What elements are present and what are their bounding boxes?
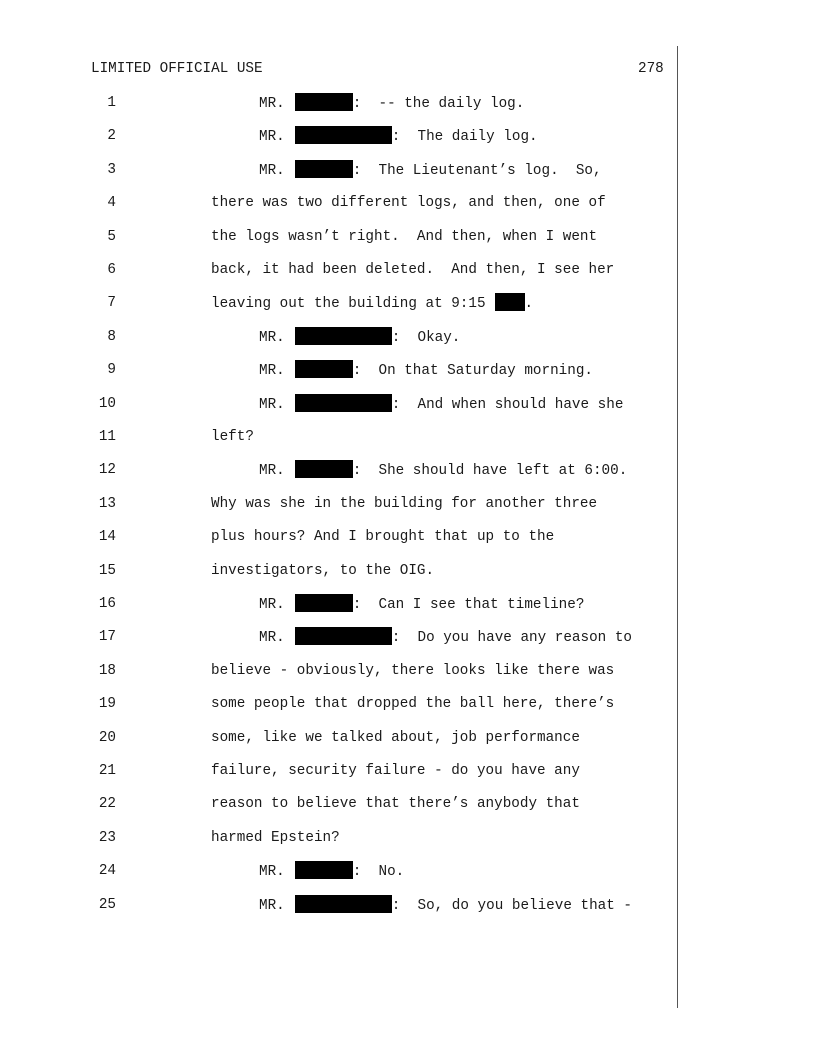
speaker-line bbox=[259, 460, 627, 481]
testimony-text bbox=[211, 661, 614, 681]
testimony-text bbox=[211, 694, 614, 714]
speaker-prefix: MR. bbox=[259, 329, 285, 346]
redaction-box bbox=[295, 160, 353, 178]
speech-text: : On that Saturday morning. bbox=[352, 363, 593, 380]
testimony-text bbox=[211, 761, 580, 781]
speaker-prefix: MR. bbox=[259, 630, 285, 647]
speaker-prefix: MR. bbox=[259, 396, 285, 413]
transcript-line bbox=[0, 327, 816, 347]
speech-text: some people that dropped the ball here, there’s bbox=[211, 696, 615, 713]
line-number: 10 bbox=[98, 395, 116, 412]
transcript-line bbox=[0, 260, 816, 280]
speaker-prefix: MR. bbox=[259, 162, 285, 179]
line-number: 1 bbox=[107, 95, 116, 111]
transcript-line bbox=[0, 661, 816, 681]
line-number: 22 bbox=[98, 796, 116, 813]
speech-text: the logs wasn’t right. And then, when I went bbox=[211, 228, 598, 245]
speaker-line bbox=[259, 627, 632, 648]
transcript-line bbox=[0, 160, 816, 180]
speech-text: : -- the daily log. bbox=[352, 96, 525, 112]
redaction-box bbox=[295, 93, 353, 111]
line-number: 15 bbox=[98, 562, 116, 579]
transcript-line bbox=[0, 761, 816, 781]
speaker-prefix: MR. bbox=[259, 129, 285, 146]
line-number: 24 bbox=[98, 863, 116, 880]
line-number: 9 bbox=[107, 362, 116, 379]
redaction-box bbox=[295, 861, 353, 879]
speaker-line bbox=[259, 160, 602, 181]
redaction-box bbox=[295, 460, 353, 478]
speech-text: investigators, to the OIG. bbox=[211, 562, 435, 579]
speech-text: Why was she in the building for another three bbox=[211, 495, 598, 512]
line-number: 18 bbox=[98, 662, 116, 679]
transcript-line bbox=[0, 895, 816, 915]
speech-text: there was two different logs, and then, one of bbox=[211, 195, 606, 212]
line-number: 21 bbox=[98, 763, 116, 779]
redaction-box bbox=[295, 394, 392, 412]
transcript-line bbox=[0, 627, 816, 647]
testimony-text bbox=[211, 293, 533, 314]
line-number: 5 bbox=[107, 228, 116, 245]
testimony-text bbox=[211, 561, 434, 581]
redaction-box bbox=[495, 293, 525, 311]
transcript-line bbox=[0, 561, 816, 581]
line-number: 17 bbox=[98, 629, 116, 646]
line-number: 2 bbox=[107, 128, 116, 145]
line-number: 4 bbox=[107, 195, 116, 212]
line-number: 7 bbox=[107, 295, 116, 312]
speech-text: leaving out the building at 9:15 bbox=[211, 296, 486, 313]
speech-text: believe - obviously, there looks like there was bbox=[211, 662, 615, 679]
transcript-line bbox=[0, 293, 816, 313]
line-number: 8 bbox=[107, 328, 116, 345]
speaker-prefix: MR. bbox=[259, 463, 285, 480]
line-number: 23 bbox=[98, 829, 116, 846]
transcript-line bbox=[0, 861, 816, 881]
transcript-line bbox=[0, 828, 816, 848]
redaction-box bbox=[295, 594, 353, 612]
speech-text: : And when should have she bbox=[391, 396, 624, 413]
transcript-line bbox=[0, 728, 816, 748]
line-number: 16 bbox=[98, 596, 116, 612]
transcript-line bbox=[0, 694, 816, 714]
speech-text: : The Lieutenant’s log. So, bbox=[352, 162, 602, 179]
redaction-box bbox=[295, 360, 353, 378]
speaker-line bbox=[259, 126, 538, 147]
transcript-line bbox=[0, 460, 816, 480]
speech-text: : Can I see that timeline? bbox=[352, 597, 585, 613]
line-number: 13 bbox=[98, 495, 116, 512]
speech-text: plus hours? And I brought that up to the bbox=[211, 529, 555, 546]
speech-text: : She should have left at 6:00. bbox=[352, 463, 628, 480]
testimony-text bbox=[211, 260, 614, 280]
line-number: 12 bbox=[98, 462, 116, 479]
speech-text: reason to believe that there’s anybody that bbox=[211, 796, 580, 813]
speaker-line bbox=[259, 861, 404, 882]
testimony-text bbox=[211, 794, 580, 814]
speech-text: : No. bbox=[352, 864, 405, 881]
testimony-text bbox=[211, 227, 597, 247]
transcript-line bbox=[0, 193, 816, 213]
transcript-line bbox=[0, 93, 816, 113]
speaker-prefix: MR. bbox=[259, 897, 285, 914]
speech-text: left? bbox=[211, 429, 254, 445]
redaction-box bbox=[295, 895, 392, 913]
testimony-text bbox=[211, 527, 554, 547]
speech-text: : Okay. bbox=[391, 329, 461, 346]
transcript-line bbox=[0, 394, 816, 414]
testimony-text bbox=[211, 728, 580, 748]
speaker-line bbox=[259, 360, 593, 381]
speaker-prefix: MR. bbox=[259, 96, 285, 112]
redaction-box bbox=[295, 627, 392, 645]
speech-text: back, it had been deleted. And then, I see her bbox=[211, 262, 615, 278]
speech-text: some, like we talked about, job performance bbox=[211, 729, 580, 746]
transcript-line bbox=[0, 794, 816, 814]
testimony-text bbox=[211, 494, 597, 514]
speaker-prefix: MR. bbox=[259, 363, 285, 380]
speech-text: failure, security failure - do you have any bbox=[211, 763, 580, 779]
speech-text: : So, do you believe that - bbox=[391, 897, 632, 914]
transcript-line bbox=[0, 527, 816, 547]
transcript-line bbox=[0, 227, 816, 247]
transcript-line bbox=[0, 427, 816, 447]
speaker-line bbox=[259, 594, 584, 615]
transcript-line bbox=[0, 360, 816, 380]
speaker-prefix: MR. bbox=[259, 864, 285, 881]
testimony-text bbox=[211, 193, 606, 213]
speaker-line bbox=[259, 895, 632, 916]
line-number: 3 bbox=[107, 161, 116, 178]
speaker-line bbox=[259, 394, 623, 415]
line-number: 19 bbox=[98, 696, 116, 713]
speech-text: : Do you have any reason to bbox=[391, 630, 632, 647]
page-number: 278 bbox=[638, 61, 664, 77]
testimony-text bbox=[211, 828, 340, 848]
line-number: 6 bbox=[107, 262, 116, 278]
speech-text: harmed Epstein? bbox=[211, 829, 340, 846]
transcript-line bbox=[0, 494, 816, 514]
testimony-text bbox=[211, 427, 254, 447]
speaker-line bbox=[259, 93, 524, 114]
line-number: 11 bbox=[98, 429, 116, 445]
line-number: 14 bbox=[98, 529, 116, 546]
speaker-line bbox=[259, 327, 460, 348]
redaction-box bbox=[295, 126, 392, 144]
transcript-line bbox=[0, 126, 816, 146]
speech-suffix: . bbox=[524, 296, 534, 313]
transcript-line bbox=[0, 594, 816, 614]
speech-text: : The daily log. bbox=[391, 129, 538, 146]
line-number: 25 bbox=[98, 896, 116, 913]
redaction-box bbox=[295, 327, 392, 345]
line-number: 20 bbox=[98, 729, 116, 746]
classification-marking: LIMITED OFFICIAL USE bbox=[91, 61, 263, 77]
speaker-prefix: MR. bbox=[259, 597, 285, 613]
